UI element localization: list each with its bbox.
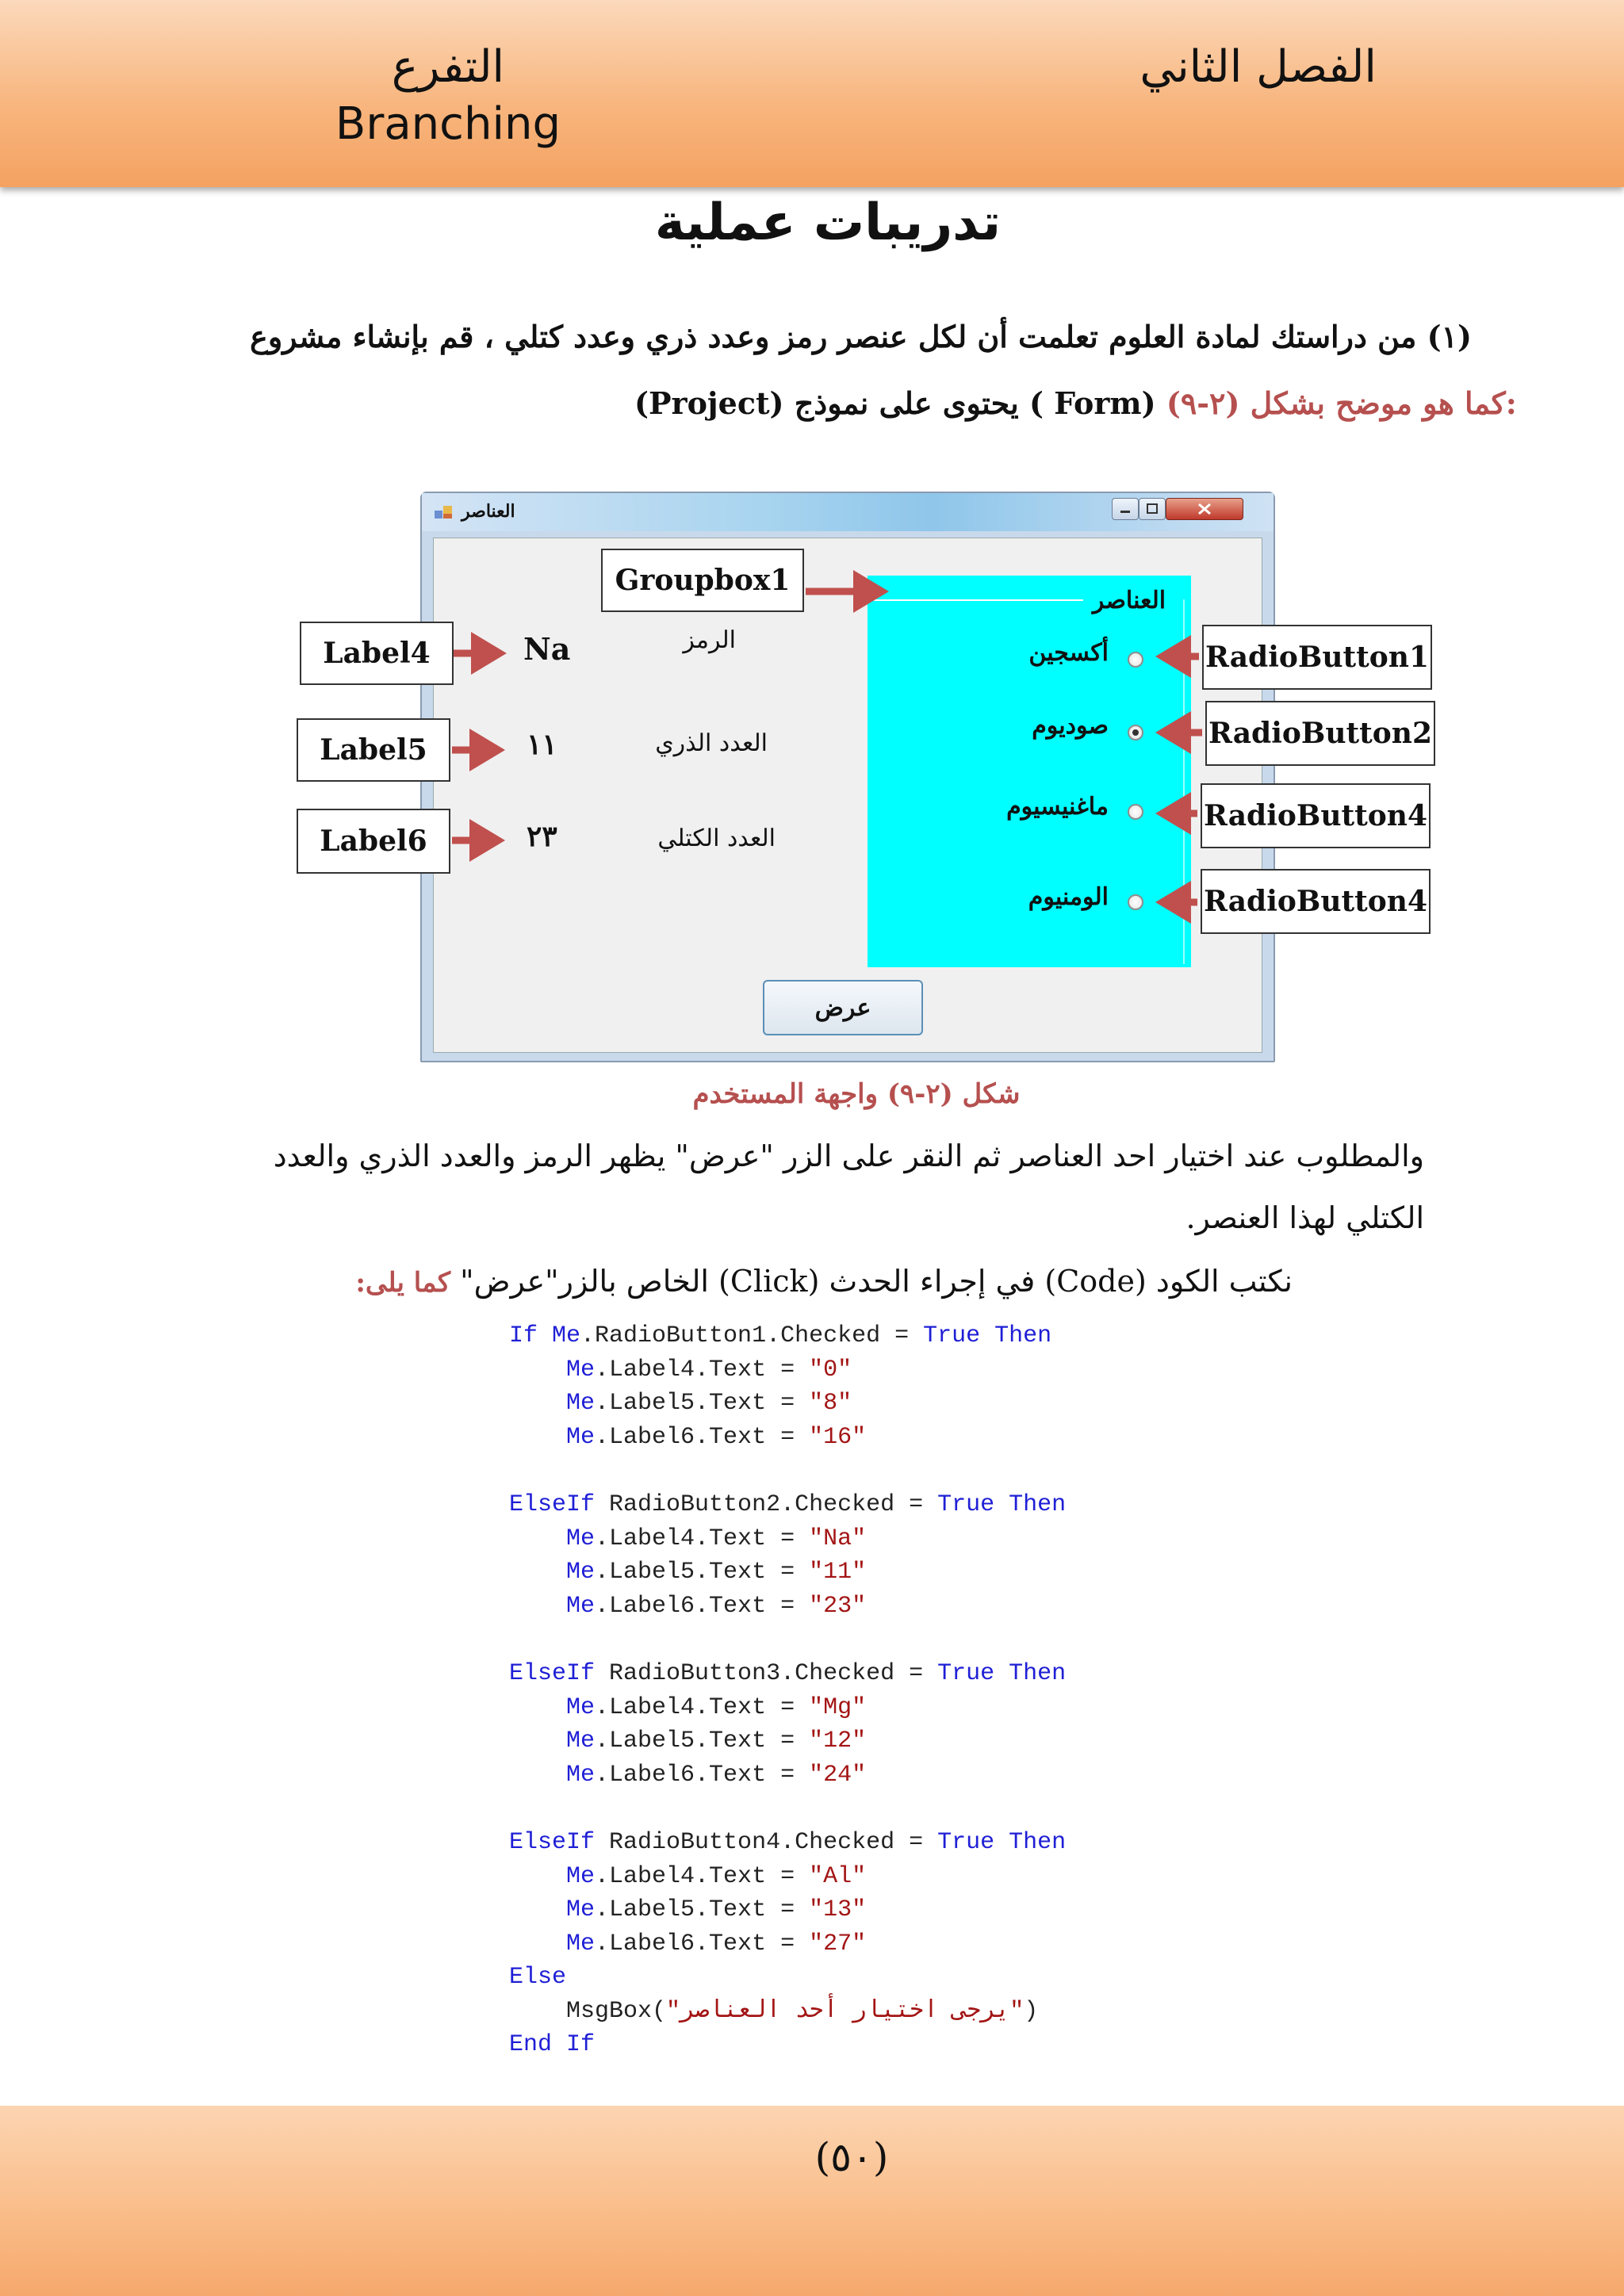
code-token: Me (566, 1356, 596, 1383)
code-line (509, 1353, 1223, 1387)
code-token: "16" (809, 1423, 867, 1451)
code-token (509, 1931, 566, 1957)
callout-arrows (0, 0, 1624, 1110)
code-token: ) (1024, 1997, 1039, 2025)
code-token: "Na" (809, 1525, 867, 1552)
code-intro-main: نكتب الكود (Code) في إجراء الحدث (Click) الخاص بالزر"عرض" (460, 1264, 1293, 1299)
code-token: True Then (923, 1322, 1052, 1349)
code-token: If Me (509, 1322, 581, 1349)
code-token: .Label5.Text = (595, 1728, 810, 1755)
code-token: "0" (809, 1356, 852, 1383)
code-token (509, 1694, 566, 1721)
code-token: MsgBox( (509, 1997, 667, 2025)
atomic-caption: العدد الذري (655, 729, 768, 757)
code-token: RadioButton4.Checked = (595, 1828, 938, 1856)
code-token: ElseIf (509, 1828, 596, 1856)
code-line (509, 1590, 1223, 1624)
code-token: . (580, 1322, 596, 1349)
code-token: .Label5.Text = (595, 1896, 810, 1924)
code-token (509, 1863, 566, 1890)
code-token: .Label6.Text = (595, 1930, 810, 1957)
code-token (509, 1762, 566, 1789)
code-token: .Label5.Text = (595, 1559, 810, 1586)
callout-label4: Label4 (300, 622, 454, 685)
code-token (509, 1424, 566, 1451)
code-token: Me (566, 1862, 596, 1890)
paragraph-line-1: والمطلوب عند اختيار احد العناصر ثم النقر على الزر "عرض" يظهر الرمز والعدد الذري والعدد (273, 1138, 1424, 1173)
code-token (509, 1525, 566, 1552)
code-token: ElseIf (509, 1490, 596, 1518)
code-token: .Label4.Text = (595, 1356, 810, 1383)
code-token: "12" (809, 1728, 867, 1755)
code-token (509, 1559, 566, 1586)
code-line (509, 1421, 1223, 1455)
code-intro-accent: كما يلى: (355, 1267, 451, 1299)
symbol-caption: الرمز (683, 626, 736, 654)
code-token: End If (509, 2031, 596, 2059)
radio-label-aluminium: الومنيوم (1028, 883, 1109, 911)
code-token (509, 1357, 566, 1383)
paragraph-line-2: الكتلي لهذا العنصر. (1185, 1200, 1424, 1235)
code-token: "Al" (809, 1862, 867, 1890)
code-token: RadioButton2.Checked = (595, 1490, 938, 1518)
exercise-line-2-accent: كما هو موضح بشكل (٢-٩): (1166, 385, 1517, 421)
code-line (509, 1893, 1223, 1927)
code-line (509, 1927, 1223, 1961)
code-line (509, 1860, 1223, 1894)
code-token (509, 1728, 566, 1755)
code-token: Me (566, 1390, 596, 1418)
code-token: RadioButton1.Checked = (595, 1322, 924, 1349)
radio-label-oxygen: أكسجين (1028, 639, 1109, 667)
chapter-title: الفصل الثاني (1139, 41, 1377, 93)
code-token: Me (566, 1761, 596, 1789)
code-token: True Then (937, 1828, 1067, 1856)
code-token: "13" (809, 1896, 867, 1924)
code-line (509, 1724, 1223, 1758)
callout-radio1: RadioButton1 (1202, 625, 1432, 690)
atomic-value: ١١ (527, 728, 557, 761)
groupbox-title: العناصر (1092, 587, 1166, 614)
code-token: .Label4.Text = (595, 1693, 810, 1721)
code-token: Me (566, 1423, 596, 1451)
code-line (509, 1995, 1223, 2029)
code-token: True Then (937, 1659, 1067, 1687)
code-token: "23" (809, 1592, 867, 1620)
code-token: Else (509, 1964, 567, 1992)
code-line (509, 1454, 1223, 1488)
callout-radio4: RadioButton4 (1201, 869, 1431, 934)
code-line (509, 1691, 1223, 1725)
code-token: Me (566, 1728, 596, 1755)
code-token: .Label6.Text = (595, 1761, 810, 1789)
mass-value: ٢٣ (527, 820, 557, 853)
code-token: Me (566, 1930, 596, 1957)
page-number: (٥٠) (814, 2134, 889, 2180)
code-line (509, 1556, 1223, 1590)
callout-label5: Label5 (297, 718, 450, 782)
code-token (509, 1896, 566, 1923)
code-line (509, 1387, 1223, 1421)
code-line (509, 1657, 1223, 1691)
code-token: .Label4.Text = (595, 1525, 810, 1552)
code-line (509, 1319, 1223, 1353)
code-token: Me (566, 1559, 596, 1586)
code-token: .Label6.Text = (595, 1592, 810, 1620)
radio-label-sodium: صوديوم (1032, 712, 1109, 740)
code-line (509, 1623, 1223, 1657)
code-token: .Label4.Text = (595, 1862, 810, 1890)
code-token: .Label6.Text = (595, 1423, 810, 1451)
code-token (509, 1390, 566, 1417)
code-line (509, 1522, 1223, 1556)
code-token: Me (566, 1525, 596, 1552)
code-token: "27" (809, 1930, 867, 1957)
code-intro (357, 1264, 1293, 1299)
code-line (509, 2028, 1223, 2062)
code-token: Me (566, 1896, 596, 1924)
code-token: "11" (809, 1559, 867, 1586)
callout-radio3: RadioButton4 (1201, 783, 1431, 848)
topic-arabic: التفرع (391, 41, 505, 93)
code-token: .Label5.Text = (595, 1390, 810, 1418)
code-block (509, 1319, 1223, 2062)
code-line (509, 1488, 1223, 1522)
figure-caption: شكل (٢-٩) واجهة المستخدم (692, 1078, 1021, 1110)
code-token: "8" (809, 1390, 852, 1418)
code-line (509, 1961, 1223, 1995)
symbol-value: Na (523, 631, 571, 667)
exercise-line-1: (١) من دراستك لمادة العلوم تعلمت أن لكل عنصر رمز وعدد ذري وعدد كتلي ، قم بإنشاء مشروع (250, 319, 1472, 354)
window-title: العناصر (462, 501, 515, 522)
callout-label6: Label6 (297, 809, 450, 874)
code-token (509, 1593, 566, 1620)
topic-english: Branching (335, 98, 561, 150)
code-token: Me (566, 1592, 596, 1620)
code-token: RadioButton3.Checked = (595, 1659, 938, 1687)
exercise-line-2-main: (Project) يحتوى على نموذج ( Form) (634, 385, 1156, 421)
code-token: "يرجى اختيار أحد العناصر" (666, 1997, 1025, 2025)
code-token: Me (566, 1693, 596, 1721)
callout-radio2: RadioButton2 (1205, 701, 1435, 766)
code-line (509, 1792, 1223, 1826)
code-token: "Mg" (809, 1693, 867, 1721)
mass-caption: العدد الكتلي (657, 825, 776, 852)
show-button[interactable]: عرض (763, 980, 923, 1035)
page-title: تدريبات عملية (654, 193, 1002, 252)
code-token: ElseIf (509, 1659, 596, 1687)
radio-label-magnesium: ماغنيسيوم (1006, 793, 1109, 821)
code-token: "24" (809, 1761, 867, 1789)
code-line (509, 1826, 1223, 1860)
callout-groupbox: Groupbox1 (601, 549, 804, 612)
code-line (509, 1758, 1223, 1793)
code-token: True Then (937, 1490, 1067, 1518)
